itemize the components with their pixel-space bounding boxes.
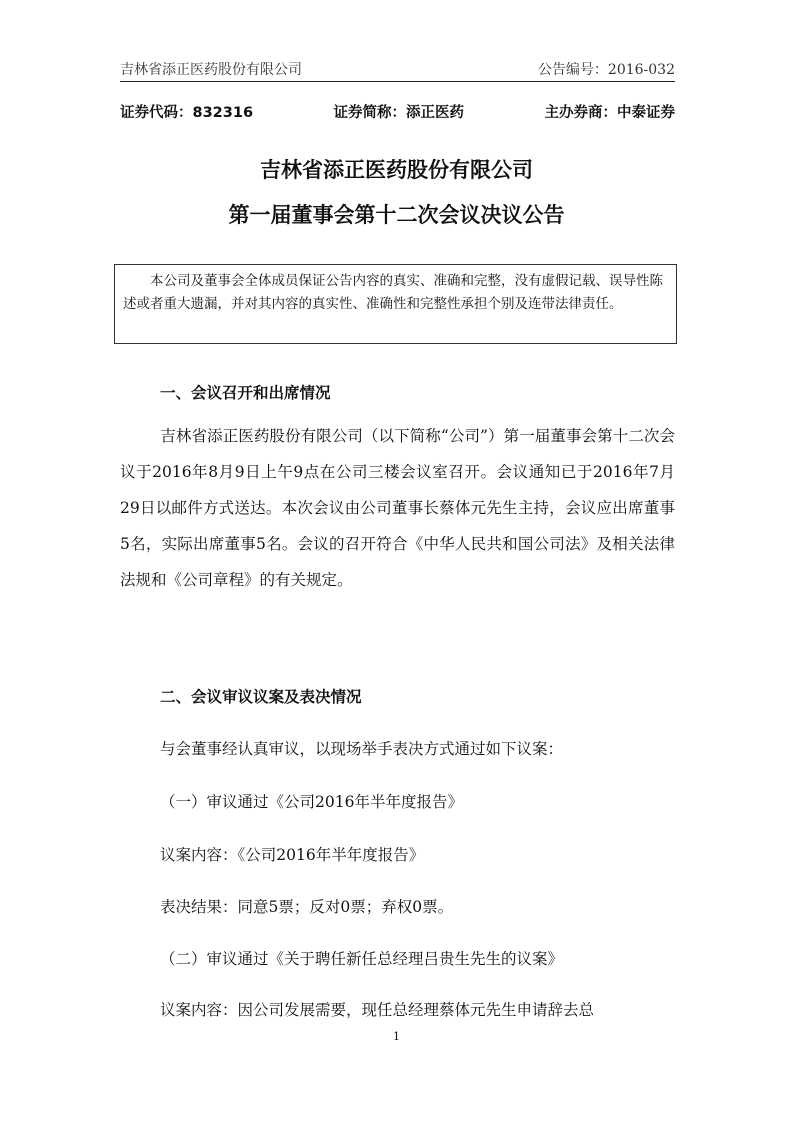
header-company: 吉林省添正医药股份有限公司: [120, 62, 302, 78]
header-announcement-number: 公告编号：2016-032: [537, 62, 675, 78]
section-1-heading: 一、会议召开和出席情况: [160, 384, 331, 402]
item-2-content: 议案内容：因公司发展需要，现任总经理蔡体元先生申请辞去总: [160, 1001, 595, 1019]
page-header: [120, 57, 675, 82]
item-1-content: 议案内容：《公司2016年半年度报告》: [160, 846, 425, 864]
securities-code: 证券代码：832316: [120, 105, 254, 121]
disclaimer-box: 本公司及董事会全体成员保证公告内容的真实、准确和完整，没有虚假记载、误导性陈述或者重大遗漏，并对其内容的真实性、准确性和完整性承担个别及连带法律责任。: [114, 264, 677, 344]
item-2-title: （二）审议通过《关于聘任新任总经理吕贵生先生的议案》: [160, 950, 564, 968]
section-1-body: 吉林省添正医药股份有限公司（以下简称“公司”）第一届董事会第十二次会议于2016年8月9日上午9点在公司三楼会议室召开。会议通知已于2016年7月29日以邮件方式送达。本次会议由公司董事长蔡体元先生主持，会议应出席董事5名，实际出席董事5名。会议的召开符合《中华人民共和国公司法》及相关法律法规和《公司章程》的有关规定。: [120, 427, 675, 589]
section-2-heading: 二、会议审议议案及表决情况: [160, 688, 362, 706]
securities-short-name: 证券简称：添正医药: [333, 105, 465, 121]
securities-info: [120, 101, 675, 122]
document-title-company: 吉林省添正医药股份有限公司: [260, 158, 533, 182]
item-1-vote-result: 表决结果：同意5票；反对0票；弃权0票。: [160, 898, 454, 916]
page-number: 1: [393, 1030, 400, 1043]
document-title-subject: 第一届董事会第十二次会议决议公告: [228, 203, 565, 227]
sponsor-broker: 主办券商：中泰证券: [544, 105, 675, 121]
item-1-title: （一）审议通过《公司2016年半年度报告》: [160, 793, 463, 811]
section-2-intro: 与会董事经认真审议，以现场举手表决方式通过如下议案：: [160, 740, 564, 758]
